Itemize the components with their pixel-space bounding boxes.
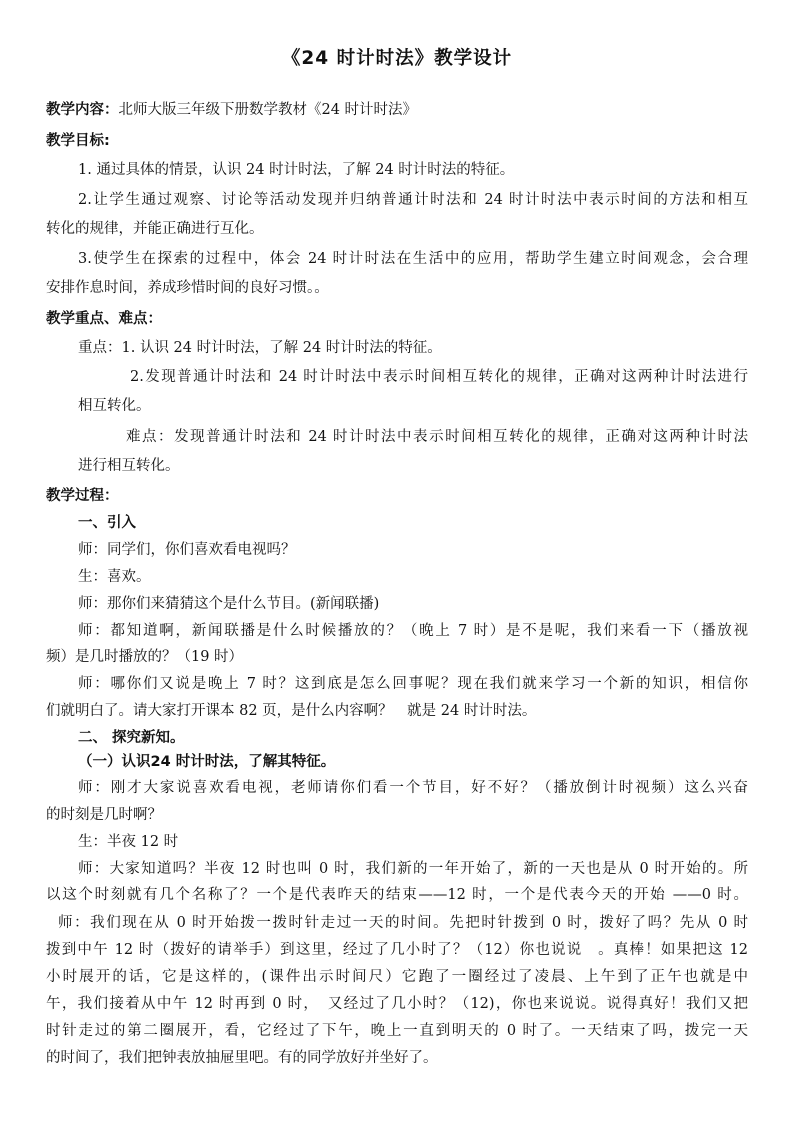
dialogue-line: 师：同学们，你们喜欢看电视吗？	[78, 542, 296, 558]
dialogue-line: 师：刚才大家说喜欢看电视，老师请你们看一个节目，好不好？（播放倒计时视频）这么兴奋	[78, 780, 748, 796]
goals-heading: 教学目标:	[46, 133, 110, 149]
dialogue-line: 午，我们接着从中午 12 时再到 0 时， 又经过了几小时？（12)，你也来说说。说得真好！我们又把	[46, 996, 748, 1012]
dialogue-line: 生：半夜 12 时	[78, 834, 179, 850]
dialogue-line: 频）是几时播放的？（19 时）	[46, 649, 244, 665]
goal-1: 1. 通过具体的情景，认识 24 时计时法，了解 24 时计时法的特征。	[78, 162, 515, 178]
key-point-1: 重点：1. 认识 24 时计时法，了解 24 时计时法的特征。	[78, 340, 442, 356]
teaching-content-text: 北师大版三年级下册数学教材《24 时计时法》	[118, 102, 418, 118]
dialogue-line: 的时间了，我们把钟表放抽屉里吧。有的同学放好并坐好了。	[46, 1050, 438, 1066]
process-heading: 教学过程：	[46, 488, 119, 504]
keypoints-heading: 教学重点、难点：	[46, 311, 162, 327]
dialogue-line: 师：都知道啊，新闻联播是什么时候播放的？（晚上 7 时）是不是呢，我们来看一下（播放视	[78, 623, 748, 639]
teaching-content-line	[46, 100, 748, 120]
teaching-content-label: 教学内容：	[46, 102, 119, 118]
goal-3-line-2: 安排作息时间，养成珍惜时间的良好习惯。。	[46, 280, 329, 296]
difficulty-line-1: 难点：发现普通计时法和 24 时计时法中表示时间相互转化的规律，正确对这两种计时法	[126, 429, 748, 445]
dialogue-line: 生：喜欢。	[78, 569, 151, 585]
goal-3-line-1: 3.使学生在探索的过程中，体会 24 时计时法在生活中的应用，帮助学生建立时间观念，会合理	[78, 251, 748, 267]
goal-2-line-1: 2.让学生通过观察、讨论等活动发现并归纳普通计时法和 24 时计时法中表示时间的方法和相互	[78, 192, 748, 208]
dialogue-line: 拨到中午 12 时（拨好的请举手）到这里，经过了几小时了？（12）你也说说 。真棒！如果把这 12	[46, 942, 748, 958]
dialogue-line: 师：那你们来猜猜这个是什么节目。(新闻联播)	[78, 596, 380, 612]
dialogue-line: 以这个时刻就有几个名称了？一个是代表昨天的结束——12 时，一个是代表今天的开始 ——0 时。	[46, 887, 748, 903]
dialogue-line: 们就明白了。请大家打开课本 82 页，是什么内容啊？ 就是 24 时计时法。	[46, 703, 537, 719]
subsection-1-heading: （一）认识24 时计时法，了解其特征。	[78, 754, 336, 770]
dialogue-line: 师：我们现在从 0 时开始拨一拨时针走过一天的时间。先把时针拨到 0 时，拨好了吗？先从 0 时	[58, 915, 748, 931]
goal-2-line-2: 转化的规律，并能正确进行互化。	[46, 221, 264, 237]
document-title: 《24 时计时法》教学设计	[281, 48, 513, 69]
key-point-2-line-1: 2.发现普通计时法和 24 时计时法中表示时间相互转化的规律，正确对这两种计时法进行	[130, 369, 748, 385]
difficulty-line-2: 进行相互转化。	[78, 458, 180, 474]
section-1-heading: 一、引入	[78, 515, 136, 531]
dialogue-line: 时针走过的第二圈展开，看，它经过了下午，晚上一直到明天的 0 时了。一天结束了吗，拨完一天	[46, 1023, 748, 1039]
dialogue-line: 师：哪你们又说是晚上 7 时？这到底是怎么回事呢？现在我们就来学习一个新的知识，相信你	[78, 676, 748, 692]
dialogue-line: 的时刻是几时啊？	[46, 807, 162, 823]
key-point-2-line-2: 相互转化。	[78, 398, 151, 414]
dialogue-line: 师：大家知道吗？半夜 12 时也叫 0 时，我们新的一年开始了，新的一天也是从 0 时开始的。所	[78, 861, 748, 877]
section-2-heading: 二、 探究新知。	[78, 730, 185, 746]
dialogue-line: 小时展开的话，它是这样的，(课件出示时间尺）它跑了一圈经过了凌晨、上午到了正午也就是中	[46, 969, 748, 985]
